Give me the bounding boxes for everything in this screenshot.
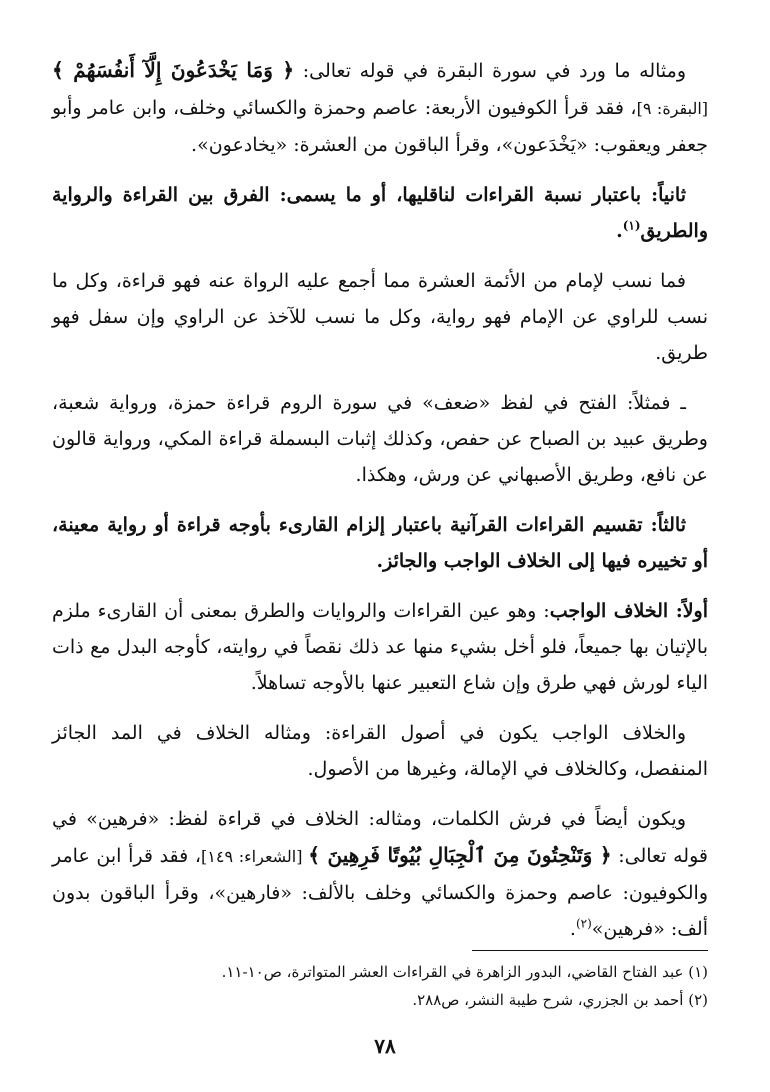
paragraph-example-baqarah bbox=[52, 52, 708, 163]
heading-text: ثانياً: باعتبار نسبة القراءات لناقليها، أو ما يسمى: الفرق بين القراءة والرواية والطريق bbox=[52, 184, 708, 242]
page-number: ٧٨ bbox=[374, 1034, 396, 1058]
footnote-marker: (٢) bbox=[575, 916, 592, 931]
quran-verse: ﴿ وَتَنْحِتُونَ مِنَ ٱلْجِبَالِ بُيُوتًا فَرِهِينَ ﴾ bbox=[308, 843, 612, 867]
heading-end: . bbox=[376, 550, 384, 572]
text: ، فقد قرأ ابن عامر والكوفيون: عاصم وحمزة والكسائي وخلف بالألف: «فارهين»، وقرأ الباقون بدون ألف: «فرهين» bbox=[52, 845, 708, 940]
subheading-label: أولاً: الخلاف الواجب bbox=[549, 600, 708, 622]
footnotes bbox=[52, 958, 708, 1014]
section-heading-second bbox=[52, 177, 708, 249]
footnote-divider bbox=[472, 950, 708, 951]
section-heading-third bbox=[52, 507, 708, 579]
paragraph-farsh bbox=[52, 801, 708, 947]
text: والخلاف الواجب يكون في أصول القراءة: ومثاله الخلاف في المد الجائز المنفصل، وكالخلاف في الإمالة، وغيرها من الأصول. bbox=[52, 722, 708, 780]
text-end: . bbox=[569, 918, 576, 940]
paragraph-usul bbox=[52, 715, 708, 787]
quran-verse: ﴿ وَمَا يَخْدَعُونَ إِلَّآ أَنفُسَهُمْ ﴾ bbox=[52, 58, 295, 82]
paragraph-definition bbox=[52, 263, 708, 371]
text: فما نسب لإمام من الأئمة العشرة مما أجمع عليه الرواة عنه فهو قراءة، وكل ما نسب للراوي عن الإمام فهو رواية، وكل ما نسب للآخذ عن الراوي وإن سفل فهو طريق. bbox=[52, 270, 708, 364]
heading-end: . bbox=[616, 220, 623, 242]
paragraph-wajib bbox=[52, 593, 708, 701]
page-body bbox=[52, 52, 708, 961]
footnote-1: (١) عبد الفتاح القاضي، البدور الزاهرة في القراءات العشر المتواترة، ص١٠-١١. bbox=[221, 963, 708, 981]
verse-reference: [البقرة: ٩] bbox=[636, 99, 709, 118]
text: ويكون أيضاً في فرش الكلمات، ومثاله: الخلاف في قراءة لفظ: «فرهين» في قوله تعالى: bbox=[52, 808, 708, 867]
text: : وهو عين القراءات والروايات والطرق بمعنى أن القارىء ملزم بالإتيان بها جميعاً، فلو أخل بشيء منها عد ذلك نقصاً في روايته، كأوجه البدل مع ذات الياء لورش فهي طرق وإن شاع التعبير عنها بالأوجه تساهلاً. bbox=[52, 600, 708, 694]
text: ومثاله ما ورد في سورة البقرة في قوله تعالى: bbox=[294, 60, 686, 82]
text: ـ فمثلاً: الفتح في لفظ «ضعف» في سورة الروم قراءة حمزة، ورواية شعبة، وطريق عبيد بن الصباح عن حفص، وكذلك إثبات البسملة قراءة المكي، ورواية قالون عن نافع، وطريق الأصبهاني عن ورش، وهكذا. bbox=[52, 392, 708, 486]
footnote-2: (٢) أحمد بن الجزري، شرح طيبة النشر، ص٢٨٨. bbox=[412, 991, 708, 1009]
heading-text: ثالثاً: تقسيم القراءات القرآنية باعتبار إلزام القارىء بأوجه قراءة أو رواية معينة، أو تخييره فيها إلى الخلاف الواجب والجائز bbox=[52, 514, 708, 572]
paragraph-example bbox=[52, 385, 708, 493]
footnote-marker: (١) bbox=[622, 218, 641, 233]
text: ، فقد قرأ الكوفيون الأربعة: عاصم وحمزة والكسائي وخلف، وابن عامر وأبو جعفر ويعقوب: «يَخْدَعون»، وقرأ الباقون من العشرة: «يخادعون». bbox=[52, 97, 708, 156]
verse-reference: [الشعراء: ١٤٩] bbox=[201, 847, 309, 866]
